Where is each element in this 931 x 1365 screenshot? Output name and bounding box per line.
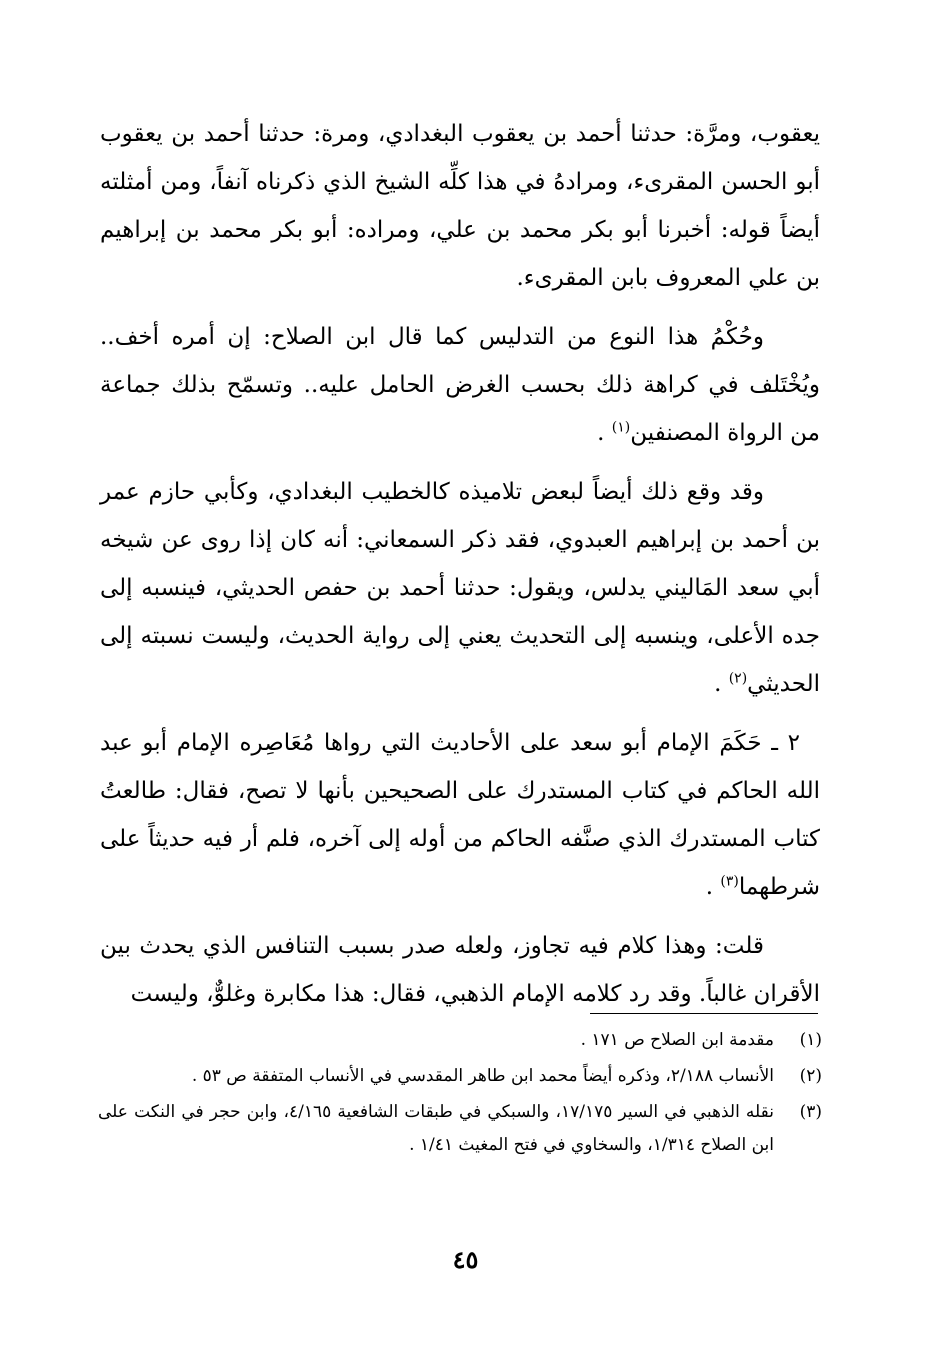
page-number: ٤٥ <box>452 1245 479 1274</box>
paragraph-1-text: يعقوب، ومرَّة: حدثنا أحمد بن يعقوب البغدادي، ومرة: حدثنا أحمد بن يعقوب أبو الحسن المقرىء، ومرادهُ في هذا كلِّه الشيخ الذي ذكرناه آنفاً، ومن أمثلته أيضاً قوله: أخبرنا أبو بكر محمد بن علي، ومراده: أبو بكر محمد بن إبراهيم بن علي المعروف بابن المقرىء. <box>100 121 820 291</box>
footnotes <box>98 1024 822 1165</box>
footnote-text: الأنساب ٢/١٨٨، وذكره أيضاً محمد ابن طاهر المقدسي في الأنساب المتفقة ص ٥٣ . <box>191 1066 774 1086</box>
paragraph-5-text: قلت: وهذا كلام فيه تجاوز، ولعله صدر بسبب التنافس الذي يحدث بين الأقران غالباً. وقد رد كلامه الإمام الذهبي، فقال: هذا مكابرة وغلوٌّ، وليست <box>100 933 820 1007</box>
footnote-text: مقدمة ابن الصلاح ص ١٧١ . <box>580 1030 774 1050</box>
footnote-ref-1[interactable]: (١) <box>611 419 631 436</box>
footnote-2 <box>98 1060 822 1093</box>
paragraph-2-text: وحُكْمُ هذا النوع من التدليس كما قال ابن الصلاح: إن أمره أخف.. ويُخْتَلف في كراهة ذلك بحسب الغرض الحامل عليه.. وتسمّح بذلك جماعة من الرواة المصنفين <box>100 324 820 446</box>
main-text <box>100 110 820 1029</box>
paragraph-1 <box>100 110 820 302</box>
footnote-text: نقله الذهبي في السير ١٧/١٧٥، والسبكي في طبقات الشافعية ٤/١٦٥، وابن حجر في النكت على ابن الصلاح ١/٣١٤، والسخاوي في فتح المغيث ١/٤١ . <box>98 1102 775 1155</box>
paragraph-3-end: . <box>714 671 722 697</box>
paragraph-4 <box>100 719 820 911</box>
paragraph-3 <box>100 468 820 708</box>
paragraph-3-text: وقد وقع ذلك أيضاً لبعض تلاميذه كالخطيب البغدادي، وكأبي حازم عمر بن أحمد بن إبراهيم العبدوي، فقد ذكر السمعاني: أنه كان إذا روى عن شيخه أبي سعد المَاليني يدلس، ويقول: حدثنا أحمد بن حفص الحديثي، فينسبه إلى جده الأعلى، وينسبه إلى التحديث يعني إلى رواية الحديث، وليست نسبته إلى الحديثي <box>100 479 820 697</box>
footnote-separator <box>590 1013 818 1014</box>
footnote-1 <box>98 1024 822 1057</box>
paragraph-2-end: . <box>597 420 605 446</box>
paragraph-5 <box>100 922 820 1018</box>
paragraph-4-end: . <box>705 874 714 900</box>
footnote-number: (١) <box>799 1030 822 1050</box>
footnote-3 <box>98 1096 822 1162</box>
footnote-number: (٢) <box>799 1066 822 1086</box>
footnote-ref-3[interactable]: (٣) <box>720 873 739 890</box>
footnote-number: (٣) <box>799 1102 822 1122</box>
paragraph-4-text: ٢ ـ حَكَمَ الإمام أبو سعد على الأحاديث التي رواها مُعَاصِره الإمام أبو عبد الله الحاكم في كتاب المستدرك على الصحيحين بأنها لا تصح، فقال: طالعتُ كتاب المستدرك الذي صنَّفه الحاكم من أوله إلى آخره، فلم أر فيه حديثاً على شرطهما <box>100 730 820 900</box>
paragraph-2 <box>100 313 820 457</box>
footnote-ref-2[interactable]: (٢) <box>728 670 748 687</box>
